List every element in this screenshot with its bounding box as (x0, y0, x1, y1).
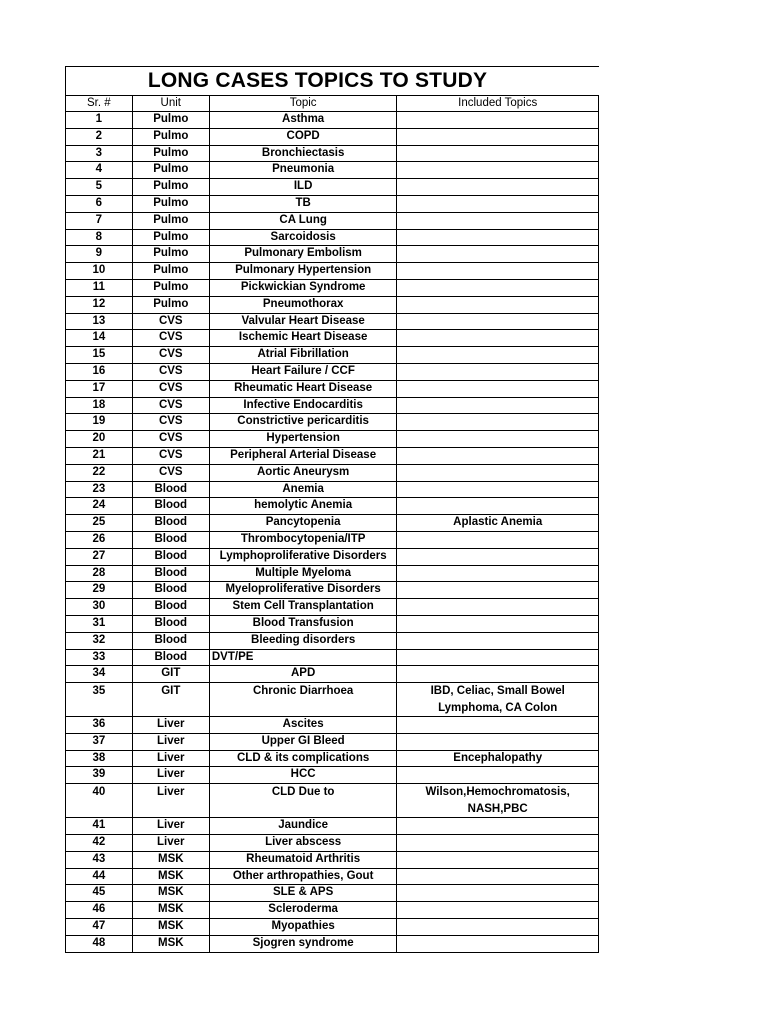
cell-unit[interactable]: Pulmo (132, 195, 209, 212)
cell-topic[interactable]: Ascites (209, 717, 397, 734)
cell-sr[interactable]: 36 (66, 717, 132, 734)
cell-sr[interactable]: 33 (66, 649, 132, 666)
cell-unit[interactable]: MSK (132, 868, 209, 885)
cell-topic[interactable]: Pulmonary Hypertension (209, 263, 397, 280)
cell-included[interactable] (397, 717, 599, 734)
table-row (66, 212, 599, 229)
cell-topic[interactable]: Bronchiectasis (209, 145, 397, 162)
cell-unit[interactable]: GIT (132, 666, 209, 683)
cell-sr[interactable]: 29 (66, 582, 132, 599)
header-unit: Unit (132, 96, 209, 112)
cell-included[interactable] (397, 649, 599, 666)
cell-topic[interactable]: Atrial Fibrillation (209, 347, 397, 364)
table-row (66, 279, 599, 296)
cell-unit[interactable]: Blood (132, 531, 209, 548)
cell-topic[interactable]: Bleeding disorders (209, 632, 397, 649)
cell-sr[interactable]: 38 (66, 750, 132, 767)
cell-unit[interactable]: MSK (132, 885, 209, 902)
cell-topic[interactable]: Liver abscess (209, 835, 397, 852)
cell-unit[interactable]: Blood (132, 649, 209, 666)
table-row (66, 498, 599, 515)
cell-included[interactable] (397, 397, 599, 414)
cell-topic[interactable]: Infective Endocarditis (209, 397, 397, 414)
cell-unit[interactable]: Pulmo (132, 179, 209, 196)
table-row (66, 666, 599, 683)
cell-included[interactable]: Wilson,Hemochromatosis, NASH,PBC (397, 784, 599, 818)
cell-topic[interactable]: Other arthropathies, Gout (209, 868, 397, 885)
cell-included[interactable] (397, 599, 599, 616)
table-row (66, 330, 599, 347)
cell-sr[interactable]: 12 (66, 296, 132, 313)
cell-unit[interactable]: MSK (132, 935, 209, 952)
cell-unit[interactable]: Pulmo (132, 145, 209, 162)
cell-sr[interactable]: 7 (66, 212, 132, 229)
cell-unit[interactable]: Pulmo (132, 112, 209, 129)
table-row (66, 246, 599, 263)
cell-included[interactable] (397, 615, 599, 632)
cell-sr[interactable]: 6 (66, 195, 132, 212)
cell-topic[interactable]: Hypertension (209, 431, 397, 448)
table-row (66, 750, 599, 767)
cell-included[interactable] (397, 179, 599, 196)
cell-included[interactable] (397, 885, 599, 902)
cell-topic[interactable]: Stem Cell Transplantation (209, 599, 397, 616)
header-included: Included Topics (397, 96, 599, 112)
cell-included[interactable] (397, 246, 599, 263)
cell-topic[interactable]: SLE & APS (209, 885, 397, 902)
cell-sr[interactable]: 16 (66, 363, 132, 380)
cell-included[interactable] (397, 565, 599, 582)
cell-unit[interactable]: MSK (132, 919, 209, 936)
table-row (66, 935, 599, 952)
cell-included[interactable] (397, 162, 599, 179)
cell-included[interactable]: IBD, Celiac, Small Bowel Lymphoma, CA Colon (397, 683, 599, 717)
table-row (66, 128, 599, 145)
cell-unit[interactable]: Blood (132, 582, 209, 599)
table-row (66, 683, 599, 717)
cell-sr[interactable]: 34 (66, 666, 132, 683)
cell-sr[interactable]: 44 (66, 868, 132, 885)
cell-unit[interactable]: GIT (132, 683, 209, 717)
cell-included[interactable] (397, 464, 599, 481)
table-row (66, 717, 599, 734)
cell-included[interactable] (397, 229, 599, 246)
cell-topic[interactable]: Myeloproliferative Disorders (209, 582, 397, 599)
cell-included[interactable] (397, 902, 599, 919)
table-row (66, 632, 599, 649)
table-row (66, 615, 599, 632)
cell-unit[interactable]: CVS (132, 414, 209, 431)
table-row (66, 313, 599, 330)
cell-unit[interactable]: CVS (132, 447, 209, 464)
cell-included[interactable] (397, 666, 599, 683)
cell-included[interactable] (397, 212, 599, 229)
cell-sr[interactable]: 9 (66, 246, 132, 263)
table-row (66, 145, 599, 162)
cell-included[interactable] (397, 380, 599, 397)
cell-topic[interactable]: ILD (209, 179, 397, 196)
cell-sr[interactable]: 43 (66, 851, 132, 868)
cell-included[interactable] (397, 447, 599, 464)
cell-sr[interactable]: 17 (66, 380, 132, 397)
table-row (66, 380, 599, 397)
table-row (66, 868, 599, 885)
table-row (66, 162, 599, 179)
cell-topic[interactable]: Heart Failure / CCF (209, 363, 397, 380)
cell-sr[interactable]: 47 (66, 919, 132, 936)
table-row (66, 548, 599, 565)
cell-sr[interactable]: 3 (66, 145, 132, 162)
cell-topic[interactable]: TB (209, 195, 397, 212)
cell-topic[interactable]: Sjogren syndrome (209, 935, 397, 952)
cell-topic[interactable]: HCC (209, 767, 397, 784)
table-row (66, 902, 599, 919)
cell-topic[interactable]: Rheumatoid Arthritis (209, 851, 397, 868)
cell-topic[interactable]: Pancytopenia (209, 515, 397, 532)
cell-sr[interactable]: 23 (66, 481, 132, 498)
cell-sr[interactable]: 5 (66, 179, 132, 196)
table-row (66, 397, 599, 414)
cell-unit[interactable]: CVS (132, 431, 209, 448)
table-row (66, 431, 599, 448)
cell-unit[interactable]: Blood (132, 632, 209, 649)
cell-topic[interactable]: Blood Transfusion (209, 615, 397, 632)
cell-sr[interactable]: 42 (66, 835, 132, 852)
cell-unit[interactable]: Liver (132, 733, 209, 750)
cell-unit[interactable]: CVS (132, 464, 209, 481)
cell-included[interactable] (397, 919, 599, 936)
cell-included[interactable] (397, 145, 599, 162)
cell-sr[interactable]: 28 (66, 565, 132, 582)
table-row (66, 347, 599, 364)
cell-topic[interactable]: Valvular Heart Disease (209, 313, 397, 330)
cell-sr[interactable]: 31 (66, 615, 132, 632)
cell-topic[interactable]: Thrombocytopenia/ITP (209, 531, 397, 548)
cell-sr[interactable]: 37 (66, 733, 132, 750)
cell-unit[interactable]: CVS (132, 397, 209, 414)
cell-sr[interactable]: 8 (66, 229, 132, 246)
table-row (66, 179, 599, 196)
cell-unit[interactable]: CVS (132, 380, 209, 397)
table-row (66, 112, 599, 129)
cell-sr[interactable]: 13 (66, 313, 132, 330)
cell-unit[interactable]: CVS (132, 363, 209, 380)
cell-topic[interactable]: Sarcoidosis (209, 229, 397, 246)
cell-unit[interactable]: Liver (132, 717, 209, 734)
cell-included[interactable] (397, 632, 599, 649)
cell-included[interactable] (397, 112, 599, 129)
cell-topic[interactable]: Anemia (209, 481, 397, 498)
table-row (66, 565, 599, 582)
table-row (66, 515, 599, 532)
cell-included[interactable] (397, 531, 599, 548)
cell-topic[interactable]: CLD Due to (209, 784, 397, 818)
cell-included[interactable] (397, 582, 599, 599)
cell-unit[interactable]: CVS (132, 347, 209, 364)
title-row (66, 67, 599, 95)
cell-topic[interactable]: Pneumothorax (209, 296, 397, 313)
cell-topic[interactable]: Ischemic Heart Disease (209, 330, 397, 347)
cell-unit[interactable]: Pulmo (132, 128, 209, 145)
table-row (66, 784, 599, 818)
header-sr: Sr. # (66, 96, 132, 112)
cell-sr[interactable]: 21 (66, 447, 132, 464)
header-row (66, 96, 599, 112)
table-row (66, 363, 599, 380)
cell-topic[interactable]: Lymphoproliferative Disorders (209, 548, 397, 565)
cell-included[interactable] (397, 347, 599, 364)
cell-topic[interactable]: DVT/PE (209, 649, 397, 666)
cell-included[interactable]: Encephalopathy (397, 750, 599, 767)
cell-sr[interactable]: 10 (66, 263, 132, 280)
cell-unit[interactable]: Liver (132, 750, 209, 767)
cell-sr[interactable]: 35 (66, 683, 132, 717)
cell-included[interactable] (397, 481, 599, 498)
table-row (66, 582, 599, 599)
cell-topic[interactable]: COPD (209, 128, 397, 145)
cell-included[interactable] (397, 868, 599, 885)
cell-sr[interactable]: 41 (66, 818, 132, 835)
cell-topic[interactable]: Aortic Aneurysm (209, 464, 397, 481)
cell-unit[interactable]: MSK (132, 902, 209, 919)
cell-topic[interactable]: hemolytic Anemia (209, 498, 397, 515)
cell-included[interactable] (397, 279, 599, 296)
cell-included[interactable] (397, 498, 599, 515)
cell-topic[interactable]: Asthma (209, 112, 397, 129)
cell-included[interactable] (397, 767, 599, 784)
cell-topic[interactable]: Rheumatic Heart Disease (209, 380, 397, 397)
table-row (66, 481, 599, 498)
cell-unit[interactable]: Blood (132, 515, 209, 532)
cell-unit[interactable]: Blood (132, 481, 209, 498)
cell-sr[interactable]: 30 (66, 599, 132, 616)
cell-unit[interactable]: Liver (132, 784, 209, 818)
cell-included[interactable] (397, 128, 599, 145)
cell-topic[interactable]: Constrictive pericarditis (209, 414, 397, 431)
cell-sr[interactable]: 40 (66, 784, 132, 818)
cell-unit[interactable]: Pulmo (132, 212, 209, 229)
cell-included[interactable] (397, 414, 599, 431)
cell-included[interactable] (397, 548, 599, 565)
table-row (66, 464, 599, 481)
cell-sr[interactable]: 46 (66, 902, 132, 919)
table-row (66, 599, 599, 616)
cell-unit[interactable]: Pulmo (132, 263, 209, 280)
table-row (66, 414, 599, 431)
cell-sr[interactable]: 48 (66, 935, 132, 952)
table-row (66, 229, 599, 246)
table-row (66, 296, 599, 313)
cell-unit[interactable]: Blood (132, 548, 209, 565)
cell-topic[interactable]: Peripheral Arterial Disease (209, 447, 397, 464)
cell-sr[interactable]: 2 (66, 128, 132, 145)
cell-included[interactable] (397, 835, 599, 852)
cell-unit[interactable]: Liver (132, 767, 209, 784)
cell-sr[interactable]: 18 (66, 397, 132, 414)
topics-table (66, 95, 599, 953)
cell-sr[interactable]: 27 (66, 548, 132, 565)
cell-unit[interactable]: CVS (132, 330, 209, 347)
cell-topic[interactable]: Myopathies (209, 919, 397, 936)
cell-sr[interactable]: 11 (66, 279, 132, 296)
table-row (66, 263, 599, 280)
table-row (66, 818, 599, 835)
cell-sr[interactable]: 25 (66, 515, 132, 532)
cell-unit[interactable]: Liver (132, 818, 209, 835)
table-row (66, 195, 599, 212)
cell-included[interactable] (397, 296, 599, 313)
table-row (66, 531, 599, 548)
cell-included[interactable] (397, 431, 599, 448)
cell-topic[interactable]: Multiple Myeloma (209, 565, 397, 582)
cell-sr[interactable]: 24 (66, 498, 132, 515)
table-body (66, 112, 599, 953)
page-title: LONG CASES TOPICS TO STUDY (147, 69, 488, 92)
cell-included[interactable]: Aplastic Anemia (397, 515, 599, 532)
cell-unit[interactable]: Blood (132, 615, 209, 632)
table-row (66, 447, 599, 464)
cell-sr[interactable]: 32 (66, 632, 132, 649)
cell-sr[interactable]: 22 (66, 464, 132, 481)
cell-unit[interactable]: Pulmo (132, 279, 209, 296)
cell-included[interactable] (397, 195, 599, 212)
cell-sr[interactable]: 20 (66, 431, 132, 448)
header-topic: Topic (209, 96, 397, 112)
table-row (66, 767, 599, 784)
cell-unit[interactable]: Blood (132, 599, 209, 616)
cell-sr[interactable]: 4 (66, 162, 132, 179)
table-row (66, 733, 599, 750)
cell-sr[interactable]: 14 (66, 330, 132, 347)
cell-topic[interactable]: Pulmonary Embolism (209, 246, 397, 263)
cell-included[interactable] (397, 935, 599, 952)
spreadsheet (65, 66, 599, 953)
cell-included[interactable] (397, 313, 599, 330)
table-row (66, 851, 599, 868)
cell-topic[interactable]: Upper GI Bleed (209, 733, 397, 750)
cell-sr[interactable]: 1 (66, 112, 132, 129)
cell-unit[interactable]: Liver (132, 835, 209, 852)
cell-sr[interactable]: 19 (66, 414, 132, 431)
cell-topic[interactable]: Pneumonia (209, 162, 397, 179)
cell-topic[interactable]: Scleroderma (209, 902, 397, 919)
cell-sr[interactable]: 15 (66, 347, 132, 364)
cell-sr[interactable]: 45 (66, 885, 132, 902)
cell-sr[interactable]: 39 (66, 767, 132, 784)
cell-included[interactable] (397, 733, 599, 750)
cell-unit[interactable]: CVS (132, 313, 209, 330)
table-row (66, 919, 599, 936)
table-row (66, 649, 599, 666)
cell-unit[interactable]: Pulmo (132, 162, 209, 179)
cell-included[interactable] (397, 363, 599, 380)
cell-unit[interactable]: Blood (132, 565, 209, 582)
cell-sr[interactable]: 26 (66, 531, 132, 548)
cell-topic[interactable]: CA Lung (209, 212, 397, 229)
table-row (66, 835, 599, 852)
cell-topic[interactable]: Pickwickian Syndrome (209, 279, 397, 296)
cell-included[interactable] (397, 818, 599, 835)
cell-unit[interactable]: MSK (132, 851, 209, 868)
cell-topic[interactable]: Chronic Diarrhoea (209, 683, 397, 717)
cell-included[interactable] (397, 330, 599, 347)
cell-included[interactable] (397, 263, 599, 280)
table-row (66, 885, 599, 902)
cell-topic[interactable]: Jaundice (209, 818, 397, 835)
cell-topic[interactable]: APD (209, 666, 397, 683)
cell-unit[interactable]: Pulmo (132, 229, 209, 246)
cell-topic[interactable]: CLD & its complications (209, 750, 397, 767)
cell-unit[interactable]: Pulmo (132, 296, 209, 313)
cell-unit[interactable]: Pulmo (132, 246, 209, 263)
cell-unit[interactable]: Blood (132, 498, 209, 515)
cell-included[interactable] (397, 851, 599, 868)
